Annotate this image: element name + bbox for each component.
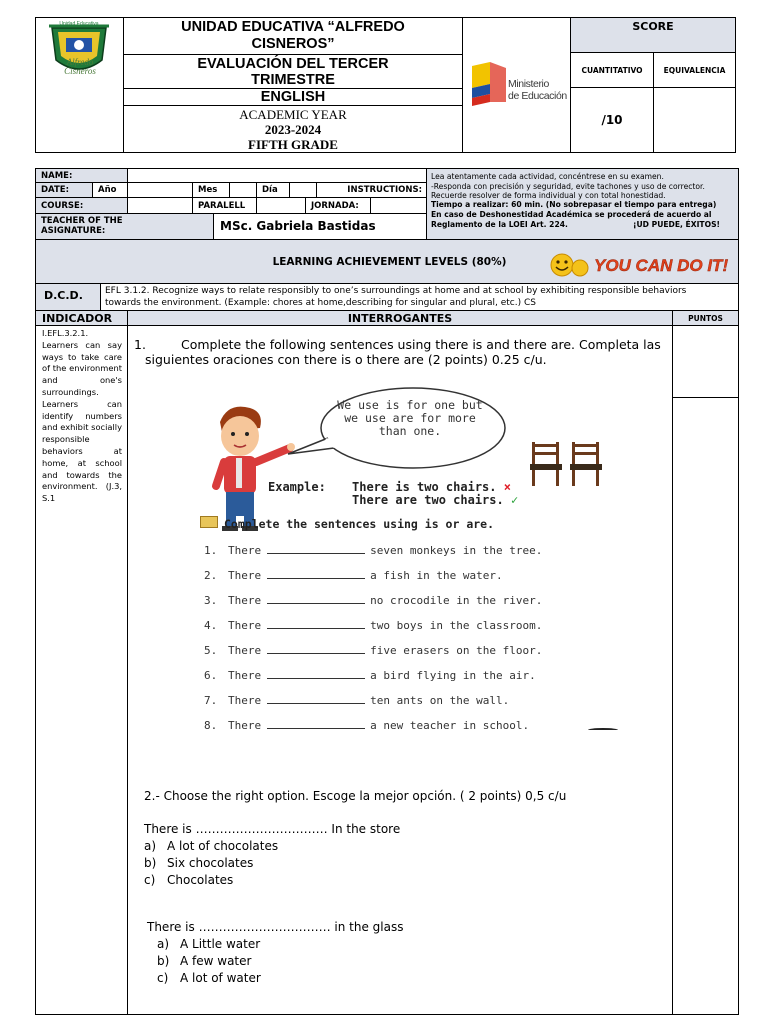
teacher-label-1: TEACHER OF THE: [41, 216, 123, 226]
option-item[interactable]: [144, 872, 644, 889]
image-corner-mark: [588, 728, 618, 732]
ministry-name-line-1: Ministerio: [508, 78, 549, 90]
bubble-line-3: than one.: [378, 424, 442, 438]
worksheet-item-number: 4.: [204, 619, 218, 632]
worksheet-item-start: There: [228, 669, 262, 682]
worksheet-item-start: There: [228, 694, 262, 707]
instruction-line-6b: ¡UD PUEDE, ÉXITOS!: [633, 220, 720, 229]
teacher-name: MSc. Gabriela Bastidas: [220, 219, 376, 233]
example-line-1: [352, 480, 511, 494]
example-line-2: [352, 493, 518, 507]
parallel-label-cell: [192, 197, 257, 214]
option-item[interactable]: [157, 970, 647, 987]
jornada-label-cell: [305, 197, 371, 214]
option-text: A lot of chocolates: [167, 839, 279, 853]
bubble-text: [320, 399, 500, 438]
instruction-line-2: -Responda con precisión y seguridad, evite tachones y uso de corrector.: [431, 182, 705, 191]
month-field[interactable]: [229, 182, 257, 198]
bubble-line-1: We use is for one but: [337, 398, 483, 412]
option-letter: c): [144, 873, 156, 887]
teacher-label-cell: [35, 213, 214, 240]
name-field[interactable]: [127, 168, 427, 183]
teacher-name-cell: [213, 213, 427, 240]
worksheet-item-start: There: [228, 544, 262, 557]
worksheet-item-start: There: [228, 644, 262, 657]
worksheet-item: [204, 619, 542, 632]
part-2-options: [147, 936, 647, 987]
badge-text: YOU CAN DO IT!: [594, 256, 729, 275]
worksheet-item-start: There: [228, 569, 262, 582]
worksheet-item: [204, 569, 503, 582]
academic-year-value: 2023-2024: [264, 121, 322, 137]
worksheet-item-blank[interactable]: [267, 569, 365, 579]
school-logo-caption-2: Cisneros: [64, 66, 96, 76]
ministry-name-line-2: de Educación: [508, 90, 567, 102]
day-label: Día: [262, 185, 278, 195]
indicator-column-border: [127, 325, 128, 1015]
question-1-text-2: siguientes oraciones con there is o there are (2 points) 0.25 c/u.: [145, 352, 547, 367]
indicator-text: [42, 328, 122, 505]
instructions-label: INSTRUCTIONS:: [347, 185, 422, 195]
dcd-text-cell: [100, 283, 739, 311]
day-field[interactable]: [289, 182, 317, 198]
option-text: Chocolates: [167, 873, 234, 887]
academic-year-cell: [123, 105, 463, 153]
worksheet-item: [204, 594, 542, 607]
dcd-text-line-2: towards the environment. (Example: chores at home,describing for singular and plural, etc.) CS: [105, 298, 536, 308]
worksheet-item-start: There: [228, 594, 262, 607]
worksheet-item-number: 3.: [204, 594, 218, 607]
interrogantes-header: [127, 310, 673, 326]
school-name-cell: [123, 17, 463, 55]
worksheet-image: [190, 380, 618, 732]
question-2-part-2: [147, 919, 647, 987]
score-title-cell: [570, 17, 736, 53]
check-mark-icon: ✓: [510, 493, 519, 507]
subject-cell: [123, 88, 463, 106]
you-can-do-it-badge: [548, 250, 732, 278]
worksheet-item-end: seven monkeys in the tree.: [370, 544, 543, 557]
worksheet-item: [204, 694, 509, 707]
wrong-mark-icon: ×: [503, 480, 511, 494]
example-sentence-2: There are two chairs.: [352, 493, 504, 507]
year-field[interactable]: [127, 182, 193, 198]
score-value: /10: [601, 113, 623, 127]
month-label: Mes: [198, 185, 218, 195]
dcd-text-line-1: EFL 3.1.2. Recognize ways to relate responsibly to one’s surroundings at home and at school by exhibiting responsible behaviors: [105, 286, 687, 296]
points-cell-1[interactable]: [672, 325, 739, 398]
course-label: COURSE:: [41, 201, 84, 211]
option-item[interactable]: [157, 936, 647, 953]
month-label-cell: [192, 182, 230, 198]
worksheet-item: [204, 644, 542, 657]
instruction-line-6a: Reglamento de la LOEI Art. 224.: [431, 220, 568, 229]
academic-year-label: ACADEMIC YEAR: [239, 106, 347, 122]
equivalencia-cell: [653, 52, 736, 88]
worksheet-item-blank[interactable]: [267, 594, 365, 604]
worksheet-item-blank[interactable]: [267, 644, 365, 654]
option-text: A few water: [180, 954, 252, 968]
dcd-label: D.C.D.: [44, 289, 83, 302]
equivalencia-label: EQUIVALENCIA: [663, 65, 726, 75]
worksheet-item-number: 8.: [204, 719, 218, 732]
school-name-line-1: UNIDAD EDUCATIVA “ALFREDO: [181, 19, 405, 35]
worksheet-item-start: There: [228, 719, 262, 732]
jornada-label: JORNADA:: [311, 201, 359, 211]
worksheet-item: [204, 719, 529, 732]
ministry-name: [508, 78, 567, 102]
course-field[interactable]: [127, 197, 193, 214]
evaluation-title-cell: [123, 54, 463, 89]
option-letter: c): [157, 971, 169, 985]
worksheet-item: [204, 669, 536, 682]
worksheet-item-end: five erasers on the floor.: [370, 644, 543, 657]
worksheet-item: [204, 544, 542, 557]
example-sentence-1: There is two chairs.: [352, 480, 497, 494]
worksheet-item-blank[interactable]: [267, 669, 365, 679]
school-logo-caption: [40, 58, 120, 76]
example-label: Example:: [268, 480, 326, 494]
worksheet-item-number: 2.: [204, 569, 218, 582]
question-2-title: 2.- Choose the right option. Escoge la mejor opción. ( 2 points) 0,5 c/u: [144, 789, 567, 803]
option-letter: a): [144, 839, 157, 853]
worksheet-item-blank[interactable]: [267, 719, 365, 729]
evaluation-title-line-1: EVALUACIÓN DEL TERCER: [197, 55, 389, 72]
instruction-line-6: [431, 220, 734, 230]
option-item[interactable]: [144, 838, 644, 855]
instruction-line-3: Recuerde resolver de forma individual y con total honestidad.: [431, 191, 666, 200]
worksheet-item-number: 6.: [204, 669, 218, 682]
evaluation-title-line-2: TRIMESTRE: [251, 71, 335, 88]
parallel-label: PARALELL: [198, 201, 246, 211]
indicator-text-content: I.EFL.3.2.1. Learners can say ways to take care of the environment and one's surroundings. Learners can identify numbers and exhibit socially responsible behaviors at home, at school and towards the environment. (J.3, S.1: [42, 328, 123, 504]
option-text: A Little water: [180, 937, 261, 951]
option-letter: b): [144, 856, 157, 870]
worksheet-item-number: 1.: [204, 544, 218, 557]
worksheet-item-end: a bird flying in the air.: [370, 669, 536, 682]
name-label: NAME:: [41, 171, 73, 181]
part-2-stem: There is …………………………… in the glass: [147, 920, 404, 934]
pencil-icon: [200, 516, 218, 528]
interrogantes-label: INTERROGANTES: [347, 311, 453, 325]
school-logo-text: Unidad Educativa: [59, 21, 99, 27]
worksheet-item-start: There: [228, 619, 262, 632]
option-item[interactable]: [157, 953, 647, 970]
smiley-face-icon: [551, 254, 573, 276]
achievement-title: LEARNING ACHIEVEMENT LEVELS (80%): [272, 255, 507, 268]
option-letter: b): [157, 954, 170, 968]
worksheet-item-end: ten ants on the wall.: [370, 694, 510, 707]
question-2: [144, 789, 664, 803]
equivalencia-value-cell[interactable]: [653, 87, 736, 153]
part-1-stem: There is …………………………… In the store: [144, 822, 401, 836]
score-title: SCORE: [632, 20, 674, 33]
option-item[interactable]: [144, 855, 644, 872]
date-label: DATE:: [41, 185, 69, 195]
option-text: Six chocolates: [167, 856, 254, 870]
instructions-box: [426, 168, 739, 240]
day-label-cell: [256, 182, 290, 198]
question-2-part-1: [144, 821, 644, 889]
worksheet-instruction: Complete the sentences using is or are.: [224, 517, 495, 531]
question-1-line-1: [134, 337, 664, 352]
name-label-cell: [35, 168, 128, 183]
worksheet-item-end: a fish in the water.: [370, 569, 503, 582]
cuantitativo-cell: [570, 52, 654, 88]
worksheet-item-end: a new teacher in school.: [370, 719, 530, 732]
school-logo-caption-1: Alfredo: [66, 57, 94, 67]
jornada-field[interactable]: [370, 197, 427, 214]
instruction-line-5: En caso de Deshonestidad Académica se procederá de acuerdo al: [431, 210, 712, 219]
grade-label: FIFTH GRADE: [248, 136, 338, 152]
parallel-field[interactable]: [256, 197, 306, 214]
indicador-label: INDICADOR: [42, 312, 113, 325]
school-name-line-2: CISNEROS”: [251, 36, 335, 52]
instructions-label-cell: [316, 182, 427, 198]
year-label-cell: [92, 182, 128, 198]
worksheet-item-number: 5.: [204, 644, 218, 657]
worksheet-item-blank[interactable]: [267, 544, 365, 554]
worksheet-item-blank[interactable]: [267, 694, 365, 704]
date-label-cell: [35, 182, 93, 198]
instruction-line-1: Lea atentamente cada actividad, concéntrese en su examen.: [431, 172, 664, 181]
worksheet-item-blank[interactable]: [267, 619, 365, 629]
teacher-label-2: ASIGNATURE:: [41, 226, 106, 236]
question-1-text-1: Complete the following sentences using there is and there are. Completa las: [181, 337, 661, 352]
subject-label: ENGLISH: [260, 89, 326, 105]
course-label-cell: [35, 197, 128, 214]
puntos-header: [672, 310, 739, 326]
year-label: Año: [98, 185, 117, 195]
ministry-logo: [470, 62, 570, 106]
score-value-cell[interactable]: [570, 87, 654, 153]
question-1: [134, 337, 664, 367]
option-letter: a): [157, 937, 170, 951]
instruction-line-4: Tiempo a realizar: 60 min. (No sobrepasar el tiempo para entrega): [431, 200, 717, 209]
option-text: A lot of water: [180, 971, 261, 985]
puntos-label: PUNTOS: [688, 313, 723, 323]
points-column-border: [672, 325, 673, 1015]
bubble-line-2: we use are for more: [344, 411, 476, 425]
worksheet-item-number: 7.: [204, 694, 218, 707]
part-1-options: [144, 838, 644, 889]
worksheet-item-end: no crocodile in the river.: [370, 594, 543, 607]
worksheet-item-end: two boys in the classroom.: [370, 619, 543, 632]
chairs-illustration: [528, 440, 608, 490]
cuantitativo-label: CUANTITATIVO: [581, 65, 643, 75]
indicador-header: [35, 310, 128, 326]
question-1-number: 1.: [134, 337, 146, 352]
dcd-label-cell: [35, 283, 101, 311]
